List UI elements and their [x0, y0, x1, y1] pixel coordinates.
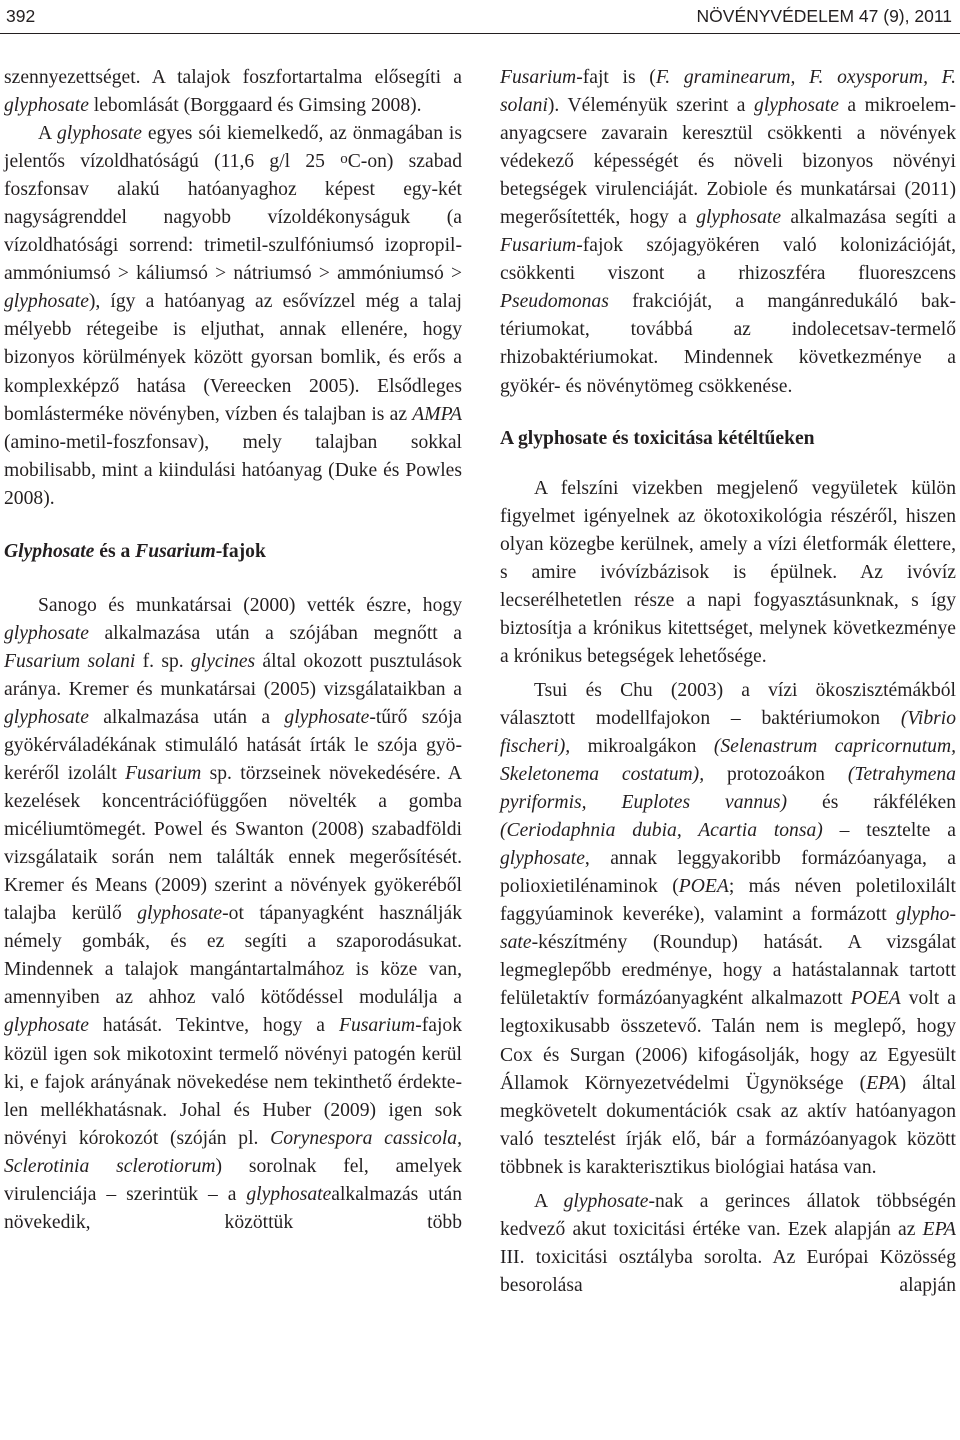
paragraph: A glyphosate-nak a gerinces állatok többségén kedvező akut toxicitási értéke van. Ezek alapján az EPA III. toxicitási osztályba sorolta. Az Európai Közösség besorolása alapján	[500, 1190, 957, 1296]
paragraph: Fusarium-fajt is (F. graminearum, F. oxysporum, F. solani). Véleményük szerint a glyphosate a mikroelem-anyagcsere zavarain keresztül csökkenti a növények védekező képességét és növeli bizonyos növényi betegségek virulenciáját. Zobiole és munkatársai (2011) megerősítették, hogy a glyphosate alkalmazása segíti a Fusarium-fajok szójagyökéren való kolonizációját, csökkenti viszont a rhizoszféra fluoreszcens Pseudomonas frakcióját, a mangánredukáló baktériumokat, továbbá az indolecetsav-termelő rhizobaktériumokat. Mindennek következménye a gyökér- és növénytömeg csökkenése.	[500, 67, 957, 397]
paragraph: szennyezettséget. A talajok foszfortartalma elősegíti a glyphosate lebomlását (Borggaard és Gimsing 2008).	[4, 67, 462, 117]
running-head	[6, 4, 952, 30]
section-heading: A glyphosate és toxicitása kétéltűeken	[500, 427, 815, 449]
right-column	[500, 64, 956, 1300]
paragraph: A glyphosate egyes sói kiemelkedő, az önmagában is jelentős vízoldhatóságú (11,6 g/l 25 $^o$C-on) szabad foszfonsav alakú hatóanyaghoz képest egy-két nagyságrenddel nagyobb vízoldékonyságuk (a vízoldhatósági sorrend: trimetil-szulfóniumsó izopropil-ammóniumsó > káliumsó > nátriumsó > ammóniumsó > glyphosate), így a hatóanyag az esővízzel még a talaj mélyebb rétegeibe is eljuthat, annak ellenére, hogy bizonyos körülmények között gyorsan bomlik, és erős a komplexképző hatása (Vereecken 2005). Elsődleges bomlásterméke növényben, vízben és talajban is az AMPA (amino-metil-foszfonsav), mely talajban sokkal mobilisabb, mint a kiindulási hatóanyag (Duke és Powles 2008).	[4, 123, 463, 509]
paragraph: A felszíni vizekben megjelenő vegyületek külön figyelmet igényelnek az ökotoxikológia részéről, hiszen olyan közegbe kerülnek, amely a vízi életformák élettere, s amire ivóvízbázisok is épülnek. Az ivóvíz lecserélhetetlen része a napi fogyasztásunknak, s így biztosítja a krónikus kitettséget, melynek következménye a krónikus betegségek lehetősége.	[500, 477, 956, 667]
section-heading: Glyphosate és a Fusarium-fajok	[4, 540, 266, 562]
paragraph: Tsui és Chu (2003) a vízi ökoszisztémákból választott modellfajokon – baktériumokon (Vibrio fischeri), mikroalgákon (Selenastrum capricornutum, Skeletonema costatum), protozoákon (Tetrahymena pyriformis, Euplotes vannus) és rákféléken (Ceriodaphnia dubia, Acartia tonsa) – tesztelte a glyphosate, annak leggyakoribb formázóanyaga, a polioxietilénaminok (POEA; más néven poletiloxilált faggyúaminok keveréke), valamint a formázott glyphosate-készítmény (Roundup) hatását. A vizsgálat legmeglepőbb eredménye, hogy a hatástalannak tartott felületaktív formázóanyagként alkalmazott POEA volt a legtoxikusabb összetevő. Talán nem is meglepő, hogy Cox és Surgan (2006) kifogásolják, hogy az Egyesült Államok Környezetvédelmi Ügynöksége (EPA) által megkövetelt dokumentációk csak az aktív hatóanyagon való tesztelést írják elő, bár a formázóanyagok között többnek is karakterisztikus biológiai hatása van.	[500, 679, 957, 1178]
paragraph: Sanogo és munkatársai (2000) vették észre, hogy glyphosate alkalmazása után a szójában megnőtt a Fusarium solani f. sp. glycines által okozott pusztulások aránya. Kremer és munkatársai (2005) vizsgálataikban a glyphosate alkalmazása után a glyphosate-tűrő szója gyökérváladékának stimuláló hatását írták le szója gyökeréről izolált Fusarium sp. törzseinek növekedésére. A kezelések koncentrációfüggően növelték a gomba micéliumtömegét. Powel és Swanton (2008) szabadföldi vizsgálataik során nem találták ennek megerősítését. Kremer és Means (2009) szerint a növények gyökeréből talajba kerülő glyphosate-ot tápanyagként használják némely gombák, és ez segíti a szaporodásukat. Mindennek a talajok mangántartalmához is köze van, amennyiben az ahhoz való kötődéssel modulálja a glyphosate hatását. Tekintve, hogy a Fusarium-fajok közül igen sok mikotoxint termelő növényi patogén kerül ki, e fajok arányának növekedése nem tekinthető érdektelen mellékhatásnak. Johal és Huber (2009) igen sok növényi kórokozót (szóján pl. Corynespora cassicola, Sclerotinia sclerotiorum) sorolnak fel, amelyek virulenciája – szerintük – a glyphosatealkalmazás után növekedik, közöttük több	[4, 594, 462, 1233]
left-column	[4, 64, 462, 1237]
page-number: 392	[6, 6, 36, 26]
header-rule	[0, 33, 960, 34]
journal-citation: NÖVÉNYVÉDELEM 47 (9), 2011	[696, 6, 952, 26]
